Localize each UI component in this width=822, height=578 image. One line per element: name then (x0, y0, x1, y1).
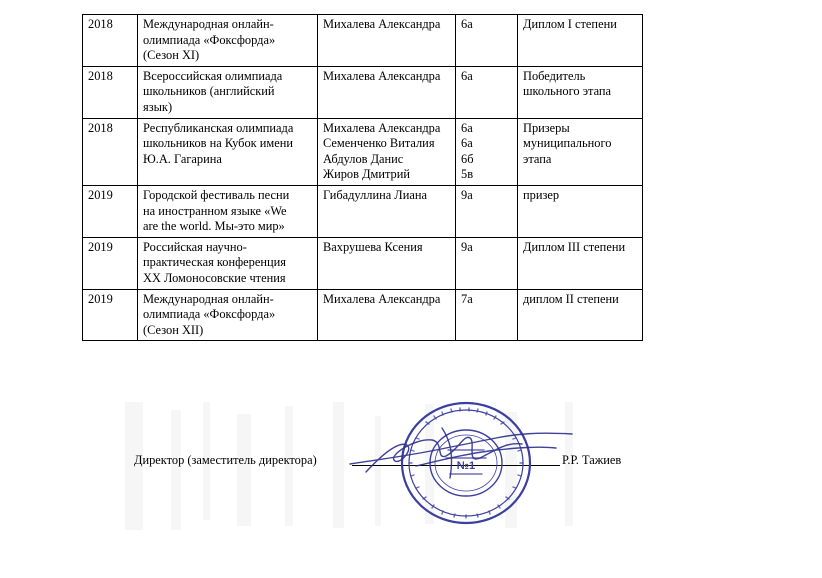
participants-cell (318, 118, 456, 185)
year-cell (83, 289, 138, 341)
event-line: язык) (143, 99, 173, 114)
event-line: Республиканская олимпиада (143, 120, 294, 135)
participant-name: Михалева Александра (323, 68, 441, 83)
participants-cell (318, 237, 456, 289)
year-cell (83, 15, 138, 67)
event-cell (138, 66, 318, 118)
handwritten-signature (346, 420, 576, 490)
event-line: Международная онлайн- (143, 291, 274, 306)
event-line: Всероссийская олимпиада (143, 68, 283, 83)
event-cell (138, 185, 318, 237)
class-cell (456, 289, 518, 341)
event-cell (138, 118, 318, 185)
result-cell (518, 289, 643, 341)
result-cell (518, 66, 643, 118)
event-line: are the world. Мы-это мир» (143, 219, 285, 234)
year-text: 2018 (88, 17, 113, 31)
event-line: олимпиада «Фоксфорда» (143, 307, 276, 322)
event-line: олимпиада «Фоксфорда» (143, 32, 276, 47)
signatory-name: Р.Р. Тажиев (562, 453, 622, 467)
participant-name: Гибадуллина Лиана (323, 187, 427, 202)
participants-cell (318, 66, 456, 118)
year-cell (83, 237, 138, 289)
event-line: (Сезон XII) (143, 322, 204, 337)
participant-name: Семенченко Виталия (323, 136, 435, 151)
class-cell (456, 118, 518, 185)
participant-name: Вахрушева Ксения (323, 239, 423, 254)
class-value: 5в (461, 167, 474, 182)
class-value: 6а (461, 68, 473, 83)
year-text: 2019 (88, 187, 113, 202)
signatory-title: Директор (заместитель директора) (134, 453, 317, 467)
class-cell (456, 237, 518, 289)
participant-name: Михалева Александра (323, 120, 441, 135)
stamp-number: №1 (456, 460, 476, 472)
participant-name: Михалева Александра (323, 291, 441, 306)
year-text: 2019 (88, 291, 113, 306)
event-cell (138, 289, 318, 341)
class-value: 6а (461, 120, 473, 135)
result-line: Призеры (523, 120, 570, 135)
result-line: призер (523, 187, 560, 202)
event-line: Международная онлайн- (143, 17, 274, 31)
result-line: муниципального (523, 136, 612, 151)
event-line: школьников (английский (143, 84, 275, 99)
event-line: практическая конференция (143, 255, 286, 270)
table-row (83, 118, 643, 185)
table-row (83, 237, 643, 289)
awards-table-body (83, 15, 643, 341)
participants-cell (318, 185, 456, 237)
event-line: школьников на Кубок имени (143, 136, 294, 151)
result-cell (518, 118, 643, 185)
year-text: 2019 (88, 239, 113, 254)
participant-name: Михалева Александра (323, 17, 441, 31)
result-cell (518, 15, 643, 67)
class-value: 6а (461, 17, 473, 31)
year-cell (83, 66, 138, 118)
table-row (83, 15, 643, 67)
participant-name: Абдулов Данис (323, 151, 404, 166)
result-line: этапа (523, 151, 552, 166)
participants-cell (318, 15, 456, 67)
year-cell (83, 118, 138, 185)
event-cell (138, 237, 318, 289)
year-cell (83, 185, 138, 237)
participant-name: Жиров Дмитрий (323, 167, 411, 182)
result-line: школьного этапа (523, 84, 612, 99)
class-value: 6а (461, 136, 473, 151)
event-line: (Сезон XI) (143, 48, 200, 63)
year-text: 2018 (88, 68, 113, 83)
table-row (83, 66, 643, 118)
class-cell (456, 185, 518, 237)
class-value: 7а (461, 291, 473, 306)
participants-cell (318, 289, 456, 341)
awards-table (82, 14, 643, 341)
event-line: на иностранном языке «We (143, 203, 287, 218)
result-line: Диплом III степени (523, 239, 626, 254)
class-value: 6б (461, 151, 474, 166)
event-cell (138, 15, 318, 67)
event-line: XX Ломоносовские чтения (143, 270, 286, 285)
class-value: 9а (461, 187, 473, 202)
result-line: диплом II степени (523, 291, 619, 306)
class-cell (456, 66, 518, 118)
class-cell (456, 15, 518, 67)
event-line: Городской фестиваль песни (143, 187, 290, 202)
year-text: 2018 (88, 120, 113, 135)
result-line: Победитель (523, 68, 586, 83)
table-row (83, 185, 643, 237)
result-cell (518, 185, 643, 237)
result-line: Диплом I степени (523, 17, 617, 31)
event-line: Ю.А. Гагарина (143, 151, 222, 166)
table-row (83, 289, 643, 341)
class-value: 9а (461, 239, 473, 254)
event-line: Российская научно- (143, 239, 247, 254)
result-cell (518, 237, 643, 289)
